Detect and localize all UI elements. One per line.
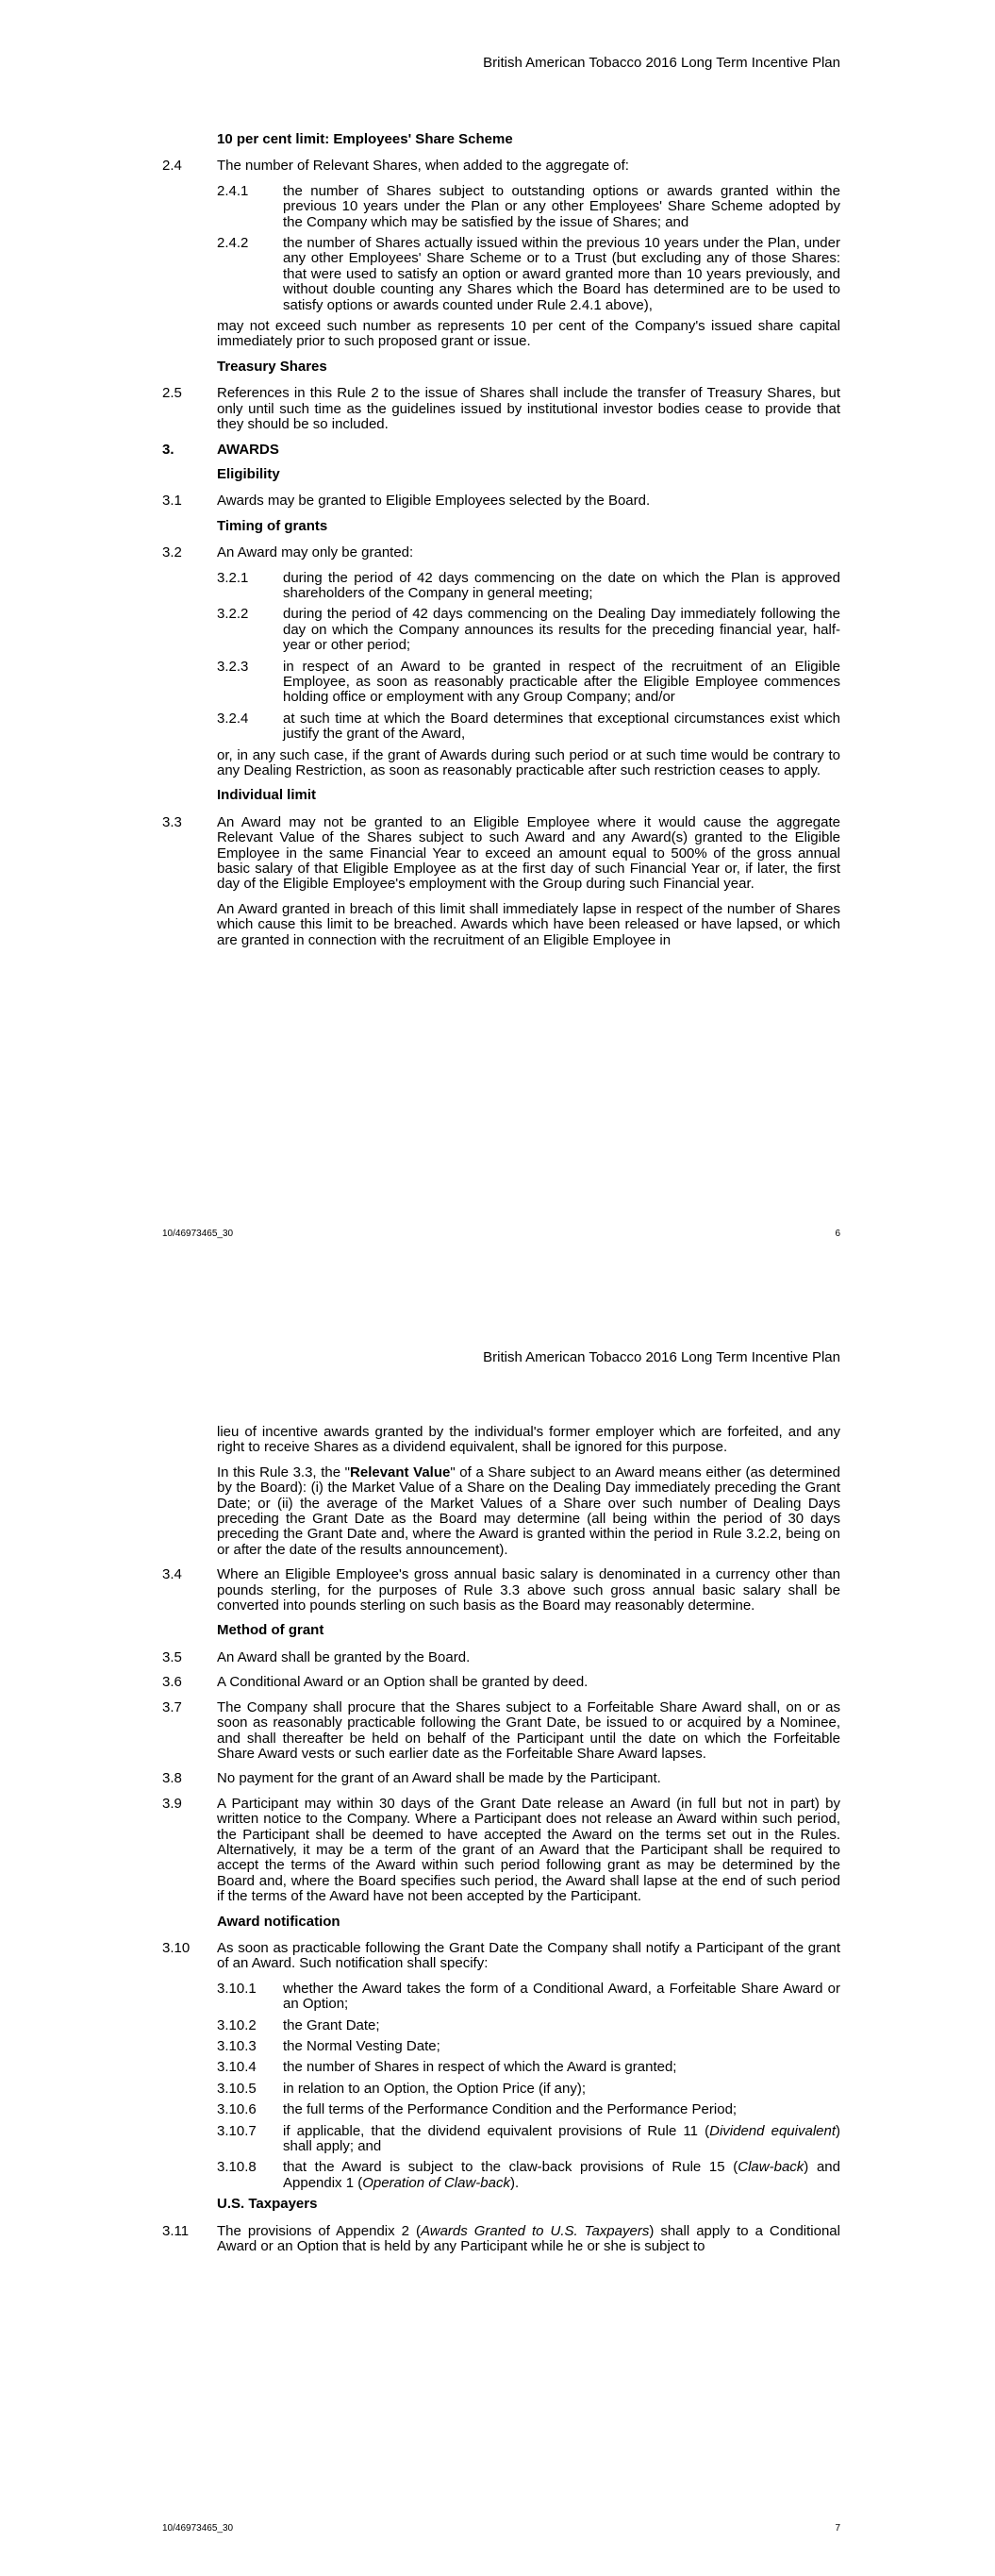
clause-number: 2.5 — [162, 385, 182, 402]
clause-text: the number of Shares in respect of which the Award is granted; — [283, 2059, 677, 2076]
document-page — [0, 1288, 995, 2576]
clause-number: 3. — [162, 441, 174, 458]
clause-text: during the period of 42 days commencing on the date on which the Plan is approved shareholders of the Company in general meeting; — [283, 569, 840, 601]
sub-clause — [162, 571, 840, 602]
clause-text: whether the Award takes the form of a Conditional Award, a Forfeitable Share Award or an Option; — [283, 1980, 840, 2013]
clause-text: The provisions of Appendix 2 (Awards Granted to U.S. Taxpayers) shall apply to a Conditional Award or an Option that is held by any Participant while he or she is subject to — [217, 2222, 840, 2255]
numbered-clause — [162, 493, 840, 509]
numbered-clause — [162, 1771, 840, 1786]
page-content — [162, 1425, 840, 2264]
clause-number: 3.6 — [162, 1674, 182, 1691]
clause-number: 3.10.6 — [217, 2101, 257, 2118]
numbered-clause — [162, 1700, 840, 1763]
clause-text: the Grant Date; — [283, 2016, 380, 2033]
body-paragraph: may not exceed such number as represents 10 per cent of the Company's issued share capital immediately prior to such proposed grant or issue. — [217, 318, 840, 350]
clause-number: 3.2.1 — [217, 569, 249, 586]
numbered-clause — [162, 386, 840, 432]
numbered-clause — [162, 443, 840, 458]
clause-number: 3.10.7 — [217, 2122, 257, 2139]
clause-number: 2.4.2 — [217, 235, 249, 252]
clause-text: that the Award is subject to the claw-back provisions of Rule 15 (Claw-back) and Appendix 1 (Operation of Claw-back). — [283, 2159, 840, 2191]
numbered-clause — [162, 159, 840, 174]
sub-clause — [162, 236, 840, 313]
clause-number: 2.4 — [162, 158, 182, 175]
clause-text: A Participant may within 30 days of the Grant Date release an Award (in full but not in part) by written notice to the Company. Where a Participant does not release an Award within such period, the Participant shall be deemed to have accepted the Award on the terms set out in the Rules. Alternatively, it may be a term of the grant of an Award that the Participant shall be required to accept the terms of the Award within such period following grant as may be determined by the Board and, where the Board specifies such period, the Award shall lapse at the end of such period if the terms of the Award have not been accepted by the Participant. — [217, 1795, 840, 1905]
page-number: 6 — [835, 1229, 840, 1239]
sub-clause — [162, 2018, 840, 2033]
clause-text: No payment for the grant of an Award shall be made by the Participant. — [217, 1770, 661, 1787]
numbered-clause — [162, 1650, 840, 1665]
sub-clause — [162, 2039, 840, 2054]
sub-clause — [162, 2060, 840, 2075]
sub-clause — [162, 711, 840, 743]
section-heading: Award notification — [217, 1913, 340, 1930]
clause-text: An Award shall be granted by the Board. — [217, 1648, 471, 1665]
clause-number: 3.3 — [162, 813, 182, 830]
clause-number: 3.2 — [162, 544, 182, 561]
page-header: British American Tobacco 2016 Long Term Incentive Plan — [483, 1349, 840, 1365]
footer-reference: 10/46973465_30 — [162, 1229, 234, 1239]
sub-clause — [162, 184, 840, 230]
body-paragraph: An Award granted in breach of this limit shall immediately lapse in respect of the number of Shares which cause this limit to be breached. Awards which have been released or have lapsed, or which are granted in connection with the recruitment of an Eligible Employee in — [217, 900, 840, 948]
clause-number: 3.10.4 — [217, 2059, 257, 2076]
section-heading: Eligibility — [217, 465, 280, 482]
clause-text: The number of Relevant Shares, when added to the aggregate of: — [217, 158, 629, 175]
clause-number: 3.10.3 — [217, 2038, 257, 2054]
clause-text: during the period of 42 days commencing on the Dealing Day immediately following the day on which the Company announces its results for the preceding financial year, half-year or other period; — [283, 606, 840, 654]
clause-text: The Company shall procure that the Shares subject to a Forfeitable Share Award shall, on or as soon as reasonably practicable following the Grant Date, be issued to or acquired by a Nominee, and shall thereafter be held on behalf of the Participant until the date on which the Forfeitable Share Award vests or such earlier date as the Forfeitable Share Award lapses. — [217, 1698, 840, 1762]
body-paragraph: lieu of incentive awards granted by the individual's former employer which are forfeited, and any right to receive Shares as a dividend equivalent, shall be ignored for this purpose. — [217, 1424, 840, 1456]
clause-text: As soon as practicable following the Grant Date the Company shall notify a Participant of the grant of an Award. Such notification shall specify: — [217, 1939, 840, 1972]
sub-clause — [162, 2102, 840, 2117]
clause-text: An Award may only be granted: — [217, 544, 414, 561]
clause-number: 3.5 — [162, 1648, 182, 1665]
clause-number: 3.10 — [162, 1939, 191, 1956]
section-heading: U.S. Taxpayers — [217, 2196, 318, 2213]
clause-text: in relation to an Option, the Option Price (if any); — [283, 2080, 586, 2097]
clause-number: 3.10.1 — [217, 1980, 257, 1997]
sub-clause — [162, 2124, 840, 2155]
clause-text: Where an Eligible Employee's gross annual basic salary is denominated in a currency other than pounds sterling, for the purposes of Rule 3.3 above such gross annual basic salary shall be converted into pounds sterling on such basis as the Board may reasonably determine. — [217, 1566, 840, 1614]
clause-number: 3.11 — [162, 2222, 190, 2239]
sub-clause — [162, 2160, 840, 2191]
section-heading: Individual limit — [217, 787, 317, 804]
clause-text: Awards may be granted to Eligible Employees selected by the Board. — [217, 493, 651, 510]
clause-text: AWARDS — [217, 441, 279, 458]
clause-text: the full terms of the Performance Condition and the Performance Period; — [283, 2101, 738, 2118]
body-paragraph: or, in any such case, if the grant of Awards during such period or at such time would be contrary to any Dealing Restriction, as soon as reasonably practicable after such restriction ceases to apply. — [217, 746, 840, 778]
clause-number: 3.1 — [162, 493, 182, 510]
numbered-clause — [162, 545, 840, 560]
clause-number: 3.10.2 — [217, 2016, 257, 2033]
numbered-clause — [162, 1567, 840, 1614]
clause-text: the Normal Vesting Date; — [283, 2038, 440, 2054]
clause-text: the number of Shares actually issued within the previous 10 years under the Plan, under any other Employees' Share Scheme or to a Trust (but excluding any of those Shares: that were used to satisfy an option or award granted more than 10 years previously, and without double counting any Shares which the Board has determined are to be used to satisfy options or awards counted under Rule 2.4.1 above), — [283, 235, 840, 313]
section-heading: Treasury Shares — [217, 358, 327, 375]
clause-text: An Award may not be granted to an Eligible Employee where it would cause the aggregate Relevant Value of the Shares subject to such Award and any Award(s) granted to the Eligible Employee in the same Financial Year to exceed an amount equal to 500% of the gross annual basic salary of that Eligible Employee as at the first day of such Financial Year or, if later, the first day of the Eligible Employee's employment with the Group during such Financial year. — [217, 813, 840, 893]
section-heading: 10 per cent limit: Employees' Share Scheme — [217, 131, 513, 147]
numbered-clause — [162, 1675, 840, 1690]
clause-number: 3.2.3 — [217, 658, 249, 675]
section-heading: Timing of grants — [217, 517, 328, 534]
clause-number: 3.10.8 — [217, 2159, 257, 2176]
clause-text: the number of Shares subject to outstanding options or awards granted within the previous 10 years under the Plan or any other Employees' Share Scheme adopted by the Company which may be satisfied by the issue of Shares; and — [283, 182, 840, 230]
clause-text: at such time at which the Board determines that exceptional circumstances exist which justify the grant of the Award, — [283, 710, 840, 743]
sub-clause — [162, 1982, 840, 2013]
clause-text: if applicable, that the dividend equivalent provisions of Rule 11 (Dividend equivalent) shall apply; and — [283, 2122, 841, 2155]
page-number: 7 — [835, 2523, 840, 2534]
clause-number: 3.8 — [162, 1770, 182, 1787]
sub-clause — [162, 660, 840, 706]
clause-number: 3.2.4 — [217, 710, 249, 727]
clause-number: 3.4 — [162, 1566, 182, 1583]
clause-number: 3.9 — [162, 1795, 182, 1812]
numbered-clause — [162, 2224, 840, 2255]
numbered-clause — [162, 1941, 840, 1972]
sub-clause — [162, 2082, 840, 2097]
numbered-clause — [162, 815, 840, 893]
clause-number: 3.10.5 — [217, 2080, 257, 2097]
clause-number: 3.7 — [162, 1698, 182, 1715]
clause-text: References in this Rule 2 to the issue of Shares shall include the transfer of Treasury Shares, but only until such time as the guidelines issued by institutional investor bodies cease to provide that they should be so included. — [217, 385, 840, 433]
section-heading: Method of grant — [217, 1622, 324, 1639]
clause-text: A Conditional Award or an Option shall be granted by deed. — [217, 1674, 589, 1691]
clause-number: 2.4.1 — [217, 182, 249, 199]
page-header: British American Tobacco 2016 Long Term Incentive Plan — [483, 55, 840, 71]
numbered-clause — [162, 1797, 840, 1905]
footer-reference: 10/46973465_30 — [162, 2523, 234, 2534]
page-content — [162, 132, 840, 958]
sub-clause — [162, 607, 840, 653]
clause-text: in respect of an Award to be granted in respect of the recruitment of an Eligible Employee, as soon as reasonably practicable after the Eligible Employee commences holding office or employment with any Group Company; and/or — [283, 658, 840, 706]
body-paragraph: In this Rule 3.3, the "Relevant Value" of a Share subject to an Award means either (as determined by the Board): (i) the Market Value of a Share on the Dealing Day immediately preceding the Grant Date; or (ii) the average of the Market Values of a Share over such number of Dealing Days preceding the Grant Date as the Board may determine (all being within the period of 30 days preceding the Grant Date and, where the Award is granted within the period in Rule 3.2.2, being on or after the date of the results announcement). — [217, 1464, 840, 1558]
clause-number: 3.2.2 — [217, 606, 249, 623]
